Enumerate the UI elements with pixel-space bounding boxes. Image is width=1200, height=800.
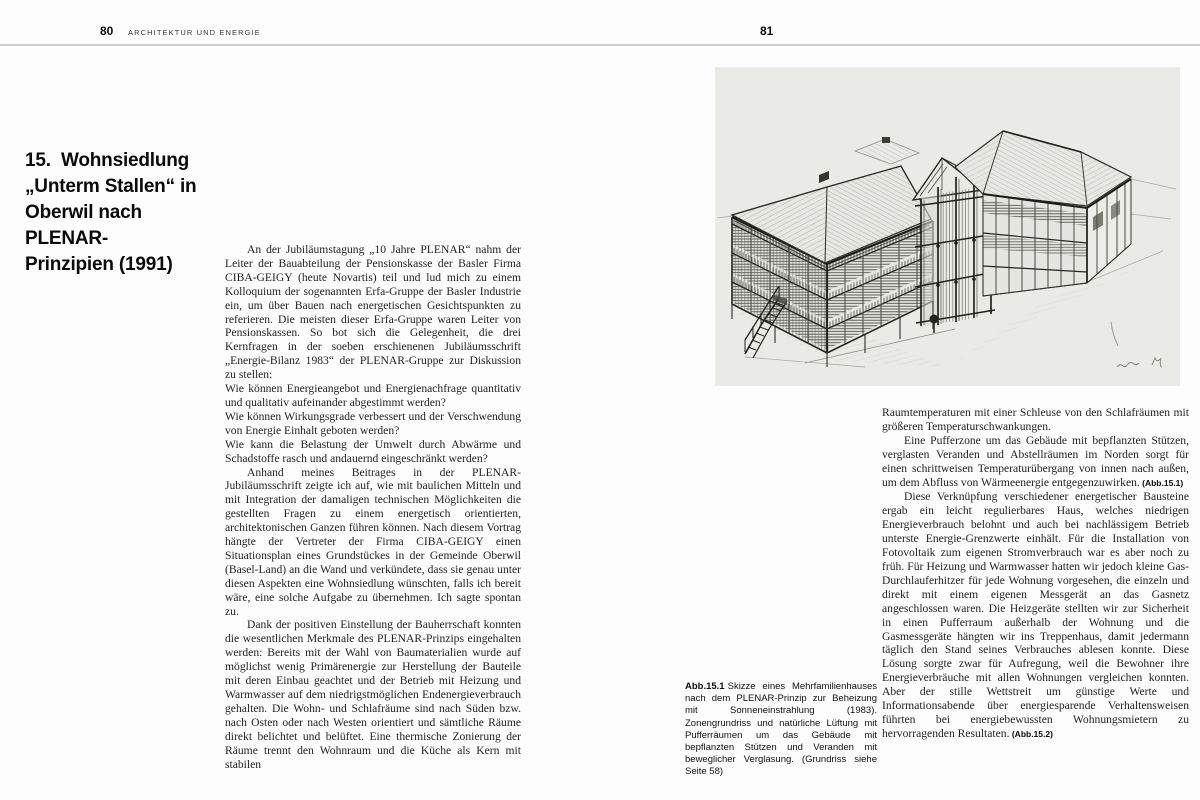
page-number-right: 81 (760, 24, 774, 38)
chapter-title-line: Oberwil nach PLENAR- (25, 202, 142, 249)
figure-reference: (Abb.15.1) (1139, 477, 1184, 488)
figure-reference: (Abb.15.2) (1009, 728, 1053, 739)
paragraph: Wie können Energieangebot und Energienachfrage quantitativ und qualitativ aufeinander abgestimmt werden? (225, 382, 521, 409)
paragraph: Wie können Wirkungsgrade verbessert und der Verschwendung von Energie Einhalt geboten werden? (225, 409, 521, 437)
paragraph: Raumtemperaturen mit einer Schleuse von den Schlafräumen mit größeren Temperaturschwankungen. (882, 406, 1189, 433)
page-number-left: 80 (100, 24, 114, 38)
paragraph: Dank der positiven Einstellung der Bauherrschaft konnten die wesentlichen Merkmale des PLENAR-Prinzips eingehalten werden: Bereits mit der Wahl von Baumaterialien wurde auf möglichst wenig Primärenergie zur Herstellung der Bauteile mit deren Einbau geachtet und der Betrieb mit Heizung und Warmwasser auf dem niedrigstmöglichen Endenergieverbrauch gehalten. Die Wohn- und Schlafräume sind nach Süden bzw. nach Osten oder nach Westen orientiert und sämtliche Räume direkt belichtet und belüftet. Eine thermische Zonierung der Räume trennt den Wohnraum und die Küche als Kern mit stabilen (225, 618, 521, 771)
caption-label: Abb.15.1 (685, 681, 725, 692)
caption-text: Skizze eines Mehrfamilienhauses nach dem PLENAR-Prinzip zur Beheizung mit Sonneneinstrahlung (1983). Zonengrundriss und natürliche Lüftung mit Pufferräumen um das Gebäude mit bepflanzten Stützen und Veranden mit beweglicher Verglasung. (Grundriss siehe Seite 58) (685, 681, 877, 778)
chapter-title-line: Prinzipien (1991) (25, 254, 173, 275)
figure-caption (685, 681, 877, 779)
building-sketch (715, 67, 1180, 386)
right-text-column (882, 406, 1189, 742)
running-title: ARCHITEKTUR UND ENERGIE (128, 28, 261, 37)
paragraph: Wie kann die Belastung der Umwelt durch Abwärme und Schadstoffe rasch und andauernd eingeschränkt werden? (225, 437, 521, 465)
figure-image (715, 67, 1180, 386)
paragraph: Eine Pufferzone um das Gebäude mit bepflanzten Stützen, verglasten Veranden und Abstellräumen im Norden sorgt für einen schrittweisen Temperaturübergang von innen nach außen, um dem Abfluss von Wärmeenergie entgegenzuwirken. (Abb.15.1) (882, 433, 1189, 489)
left-text-column (225, 243, 521, 771)
header-rule (0, 44, 1200, 46)
paragraph: Anhand meines Beitrages in der PLENAR-Jubiläumsschrift zeigte ich auf, wie mit baulichen Mitteln und mit Integration der damaligen technischen Möglichkeiten die gestellten Fragen zu einem energetisch orientierten, architektonischen Ganzen führen können. Nach diesem Vortrag hängte der Vertreter der Firma CIBA-GEIGY einen Situationsplan eines Grundstückes in der Gemeinde Oberwil (Basel-Land) an die Wand und verkündete, dass sie genau unter diesen Aspekten eine Wohnsiedlung wünschten, falls ich bereit wäre, eine solche Aufgabe zu übernehmen. Ich sagte spontan zu. (225, 465, 521, 618)
paragraph: Diese Verknüpfung verschiedener energetischer Bausteine ergab ein leicht regulierbares Haus, welches niedrigen Energieverbrauch belohnt und auch bei nachlässigem Betrieb unterste Energie-Grenzwerte einhält. Für die Installation von Fotovoltaik zum eigenen Stromverbrauch war es aber noch zu früh. Für Heizung und Warmwasser hatten wir jedoch kleine Gas-Durchlauferhitzer für jede Wohnung vorgesehen, die einzeln und direkt mit einem eigenen Messgerät an das Gasnetz angeschlossen waren. Die Heizgeräte stellten wir zur Sicherheit in einen Pufferraum außerhalb der Wohnung und die Gasmessgeräte hängten wir ins Treppenhaus, damit jedermann täglich den Stand seines Verbrauches ablesen konnte. Diese Lösung sorgte zwar für Aufregung, weil die Bewohner ihre Energieverbräuche mit allen Wohnungen vergleichen konnten. Aber der stille Wettstreit um günstige Werte und Informationsabende über energiesparende Verhaltensweisen führten bei energiebewussten Wohnungsmietern zu hervorragenden Resultaten. (Abb.15.2) (882, 490, 1189, 740)
chapter-title-line: 15. Wohnsiedlung (25, 150, 190, 171)
paragraph: An der Jubiläumstagung „10 Jahre PLENAR“ nahm der Leiter der Bauabteilung der Pensionskasse der Basler Firma CIBA-GEIGY (heute Novartis) teil und lud mich zu einem Kolloquium der sogenannten Erfa-Gruppe der Basler Industrie ein, um über Bauen nach energetischen Gesichtspunkten zu referieren. Die meisten dieser Erfa-Gruppe waren Leiter von Pensionskassen. So bot sich die Gelegenheit, die drei Kernfragen in der soeben erschienenen Jubiläumsschrift „Energie-Bilanz 1983“ der PLENAR-Gruppe zur Diskussion zu stellen: (225, 243, 521, 382)
chapter-title-line: „Unterm Stallen“ in (25, 176, 197, 197)
chapter-title (25, 148, 230, 278)
